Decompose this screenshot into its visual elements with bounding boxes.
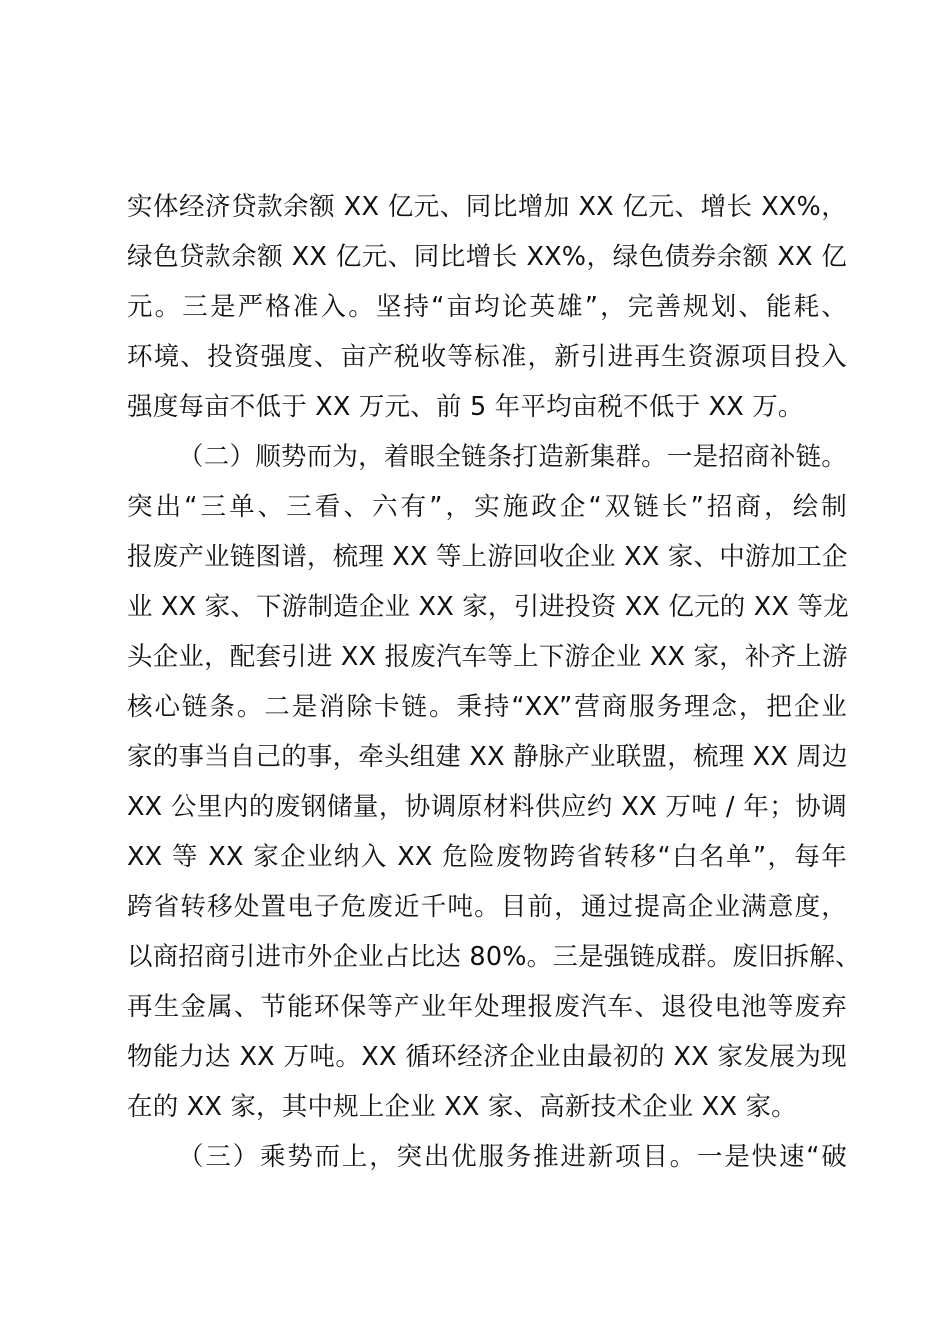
text-line: 元。三是严格准入。坚持“亩均论英雄”，完善规划、能耗、 (127, 292, 847, 322)
text-line: 家的事当自己的事，牵头组建 XX 静脉产业联盟，梳理 XX 周边 (127, 742, 848, 772)
text-line: 环境、投资强度、亩产税收等标准，新引进再生资源项目投入 (127, 342, 847, 372)
text-line: 绿色贷款余额 XX 亿元、同比增长 XX%，绿色债券余额 XX 亿 (127, 242, 847, 272)
text-line: 头企业，配套引进 XX 报废汽车等上下游企业 XX 家，补齐上游 (127, 642, 848, 672)
text-line: 物能力达 XX 万吨。XX 循环经济企业由最初的 XX 家发展为现 (127, 1042, 847, 1072)
text-line: XX 公里内的废钢储量，协调原材料供应约 XX 万吨 / 年；协调 (127, 792, 847, 822)
section-heading-line: （三）乘势而上，突出优服务推进新项目。一是快速“破 (178, 1142, 847, 1172)
text-line: 实体经济贷款余额 XX 亿元、同比增加 XX 亿元、增长 XX%， (127, 192, 847, 222)
body-text (127, 182, 861, 1182)
text-line: 在的 XX 家，其中规上企业 XX 家、高新技术企业 XX 家。 (127, 1092, 797, 1122)
text-line: 业 XX 家、下游制造企业 XX 家，引进投资 XX 亿元的 XX 等龙 (127, 592, 849, 622)
text-line: 跨省转移处置电子危废近千吨。目前，通过提高企业满意度， (127, 892, 847, 922)
section-heading-line: （二）顺势而为，着眼全链条打造新集群。一是招商补链。 (178, 442, 847, 472)
text-line: XX 等 XX 家企业纳入 XX 危险废物跨省转移“白名单”，每年 (127, 842, 847, 872)
text-line: 再生金属、节能环保等产业年处理报废汽车、退役电池等废弃 (127, 992, 847, 1022)
text-line: 强度每亩不低于 XX 万元、前 5 年平均亩税不低于 XX 万。 (127, 392, 804, 422)
text-line: 突出“三单、三看、六有”，实施政企“双链长”招商，绘制 (127, 492, 847, 522)
text-line: 以商招商引进市外企业占比达 80%。三是强链成群。废旧拆解、 (127, 942, 861, 972)
text-line: 报废产业链图谱，梳理 XX 等上游回收企业 XX 家、中游加工企 (127, 542, 848, 572)
text-line: 核心链条。二是消除卡链。秉持“XX”营商服务理念，把企业 (127, 692, 847, 722)
